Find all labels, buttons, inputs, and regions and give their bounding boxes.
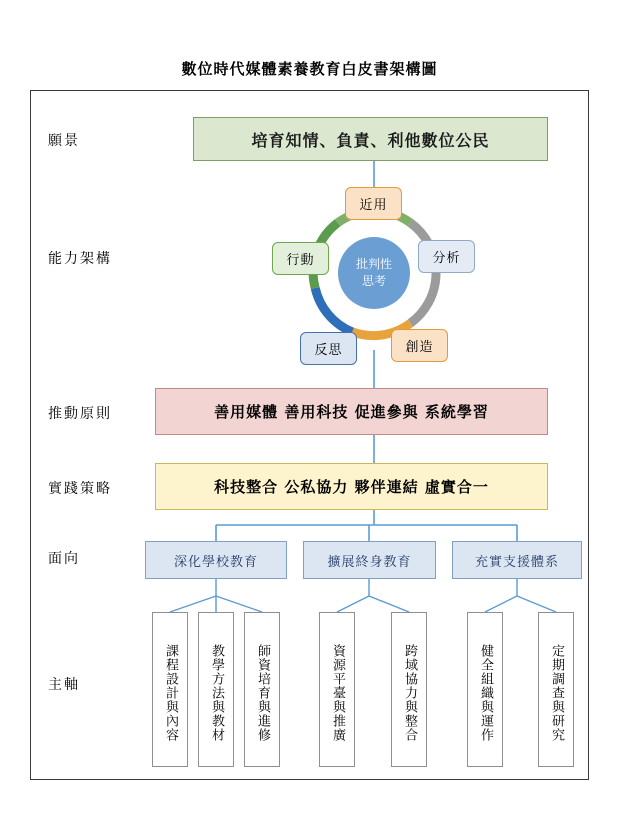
competency-node-reflection: 反思 [300, 332, 357, 365]
row-label-dimensions: 面向 [48, 551, 80, 567]
competency-node-analysis: 分析 [418, 240, 475, 273]
axis-box-teacher-training: 師資培育與進修 [244, 612, 280, 767]
diagram-frame [30, 90, 589, 780]
strategies-box: 科技整合 公私協力 夥伴連結 虛實合一 [155, 463, 548, 510]
vision-box: 培育知情、負責、利他數位公民 [193, 117, 548, 161]
axis-box-cross-domain: 跨域協力與整合 [391, 612, 427, 767]
competency-node-access: 近用 [345, 187, 402, 220]
page-title: 數位時代媒體素養教育白皮書架構圖 [181, 60, 438, 78]
axis-box-research: 定期調查與研究 [538, 612, 574, 767]
center-line-1: 批判性 [355, 257, 392, 271]
competency-node-creation: 創造 [391, 329, 448, 362]
axis-box-resource-platform: 資源平臺與推廣 [319, 612, 355, 767]
center-line-2: 思考 [361, 274, 386, 288]
axis-box-pedagogy: 教學方法與教材 [198, 612, 234, 767]
axis-box-curriculum: 課程設計與內容 [152, 612, 188, 767]
dimension-box-school: 深化學校教育 [145, 541, 287, 579]
row-label-vision: 願景 [48, 133, 80, 149]
row-label-competency: 能力架構 [48, 251, 112, 267]
competency-node-action: 行動 [272, 242, 329, 275]
row-label-principles: 推動原則 [48, 406, 112, 422]
dimension-box-support: 充實支援體系 [452, 541, 582, 579]
row-label-axes: 主軸 [48, 677, 80, 693]
competency-center [338, 237, 410, 309]
dimension-box-lifelong: 擴展終身教育 [303, 541, 436, 579]
row-label-strategies: 實踐策略 [48, 481, 112, 497]
axis-box-organization: 健全組織與運作 [467, 612, 503, 767]
principles-box: 善用媒體 善用科技 促進參與 系統學習 [155, 388, 548, 435]
